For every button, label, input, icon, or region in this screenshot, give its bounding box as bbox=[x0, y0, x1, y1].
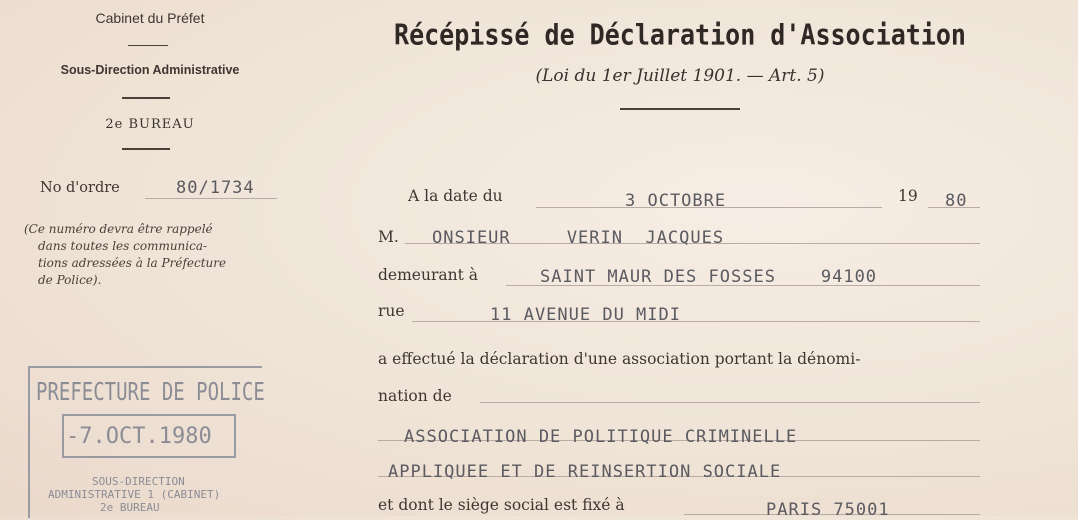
divider bbox=[128, 45, 168, 46]
stamp-date-box bbox=[62, 414, 236, 458]
stamp-date: -7.OCT.1980 bbox=[66, 424, 212, 449]
association-line-2: APPLIQUEE ET DE REINSERTION SOCIALE bbox=[388, 462, 782, 482]
association-line-1: ASSOCIATION DE POLITIQUE CRIMINELLE bbox=[404, 427, 798, 447]
date-value: 3 OCTOBRE bbox=[625, 191, 727, 211]
demeurant-label: demeurant à bbox=[378, 266, 478, 284]
cabinet-label: Cabinet du Préfet bbox=[95, 10, 205, 26]
divider bbox=[122, 148, 170, 150]
note-line-1: (Ce numéro devra être rappelé bbox=[24, 222, 213, 236]
order-line bbox=[145, 198, 277, 199]
stamp-line-1: SOUS-DIRECTION bbox=[92, 475, 185, 488]
nation-line bbox=[480, 402, 980, 403]
direction-label: Sous-Direction Administrative bbox=[60, 63, 240, 77]
siege-value: PARIS 75001 bbox=[766, 500, 890, 520]
page-title: Récépissé de Déclaration d'Association bbox=[394, 17, 966, 52]
stamp-title: PREFECTURE DE POLICE bbox=[36, 378, 265, 407]
note-line-3: tions adressées à la Préfecture bbox=[38, 256, 227, 270]
note-line-4: de Police). bbox=[38, 273, 102, 287]
page-subtitle: (Loi du 1er Juillet 1901. — Art. 5) bbox=[535, 66, 825, 86]
order-value: 80/1734 bbox=[176, 178, 255, 198]
year-value: 80 bbox=[945, 191, 968, 211]
date-label: A la date du bbox=[408, 187, 503, 205]
year-prefix: 19 bbox=[898, 187, 918, 205]
title-divider bbox=[620, 108, 740, 110]
stamp-line-3: 2e BUREAU bbox=[100, 501, 160, 514]
nation-label: nation de bbox=[378, 387, 452, 405]
siege-label: et dont le siège social est fixé à bbox=[378, 496, 625, 514]
note-line-2: dans toutes les communica- bbox=[38, 239, 208, 253]
m-label: M. bbox=[378, 228, 399, 246]
order-label: No d'ordre bbox=[40, 180, 120, 196]
prefecture-stamp bbox=[28, 366, 265, 518]
divider bbox=[122, 97, 170, 99]
bureau-label: 2e BUREAU bbox=[105, 117, 195, 132]
stamp-line-2: ADMINISTRATIVE 1 (CABINET) bbox=[48, 488, 221, 501]
m-value: ONSIEUR VERIN JACQUES bbox=[432, 228, 725, 248]
demeurant-value: SAINT MAUR DES FOSSES 94100 bbox=[540, 267, 878, 287]
rue-label: rue bbox=[378, 302, 405, 320]
declaration-text: a effectué la déclaration d'une association portant la dénomi- bbox=[378, 350, 861, 368]
rue-value: 11 AVENUE DU MIDI bbox=[490, 305, 681, 325]
